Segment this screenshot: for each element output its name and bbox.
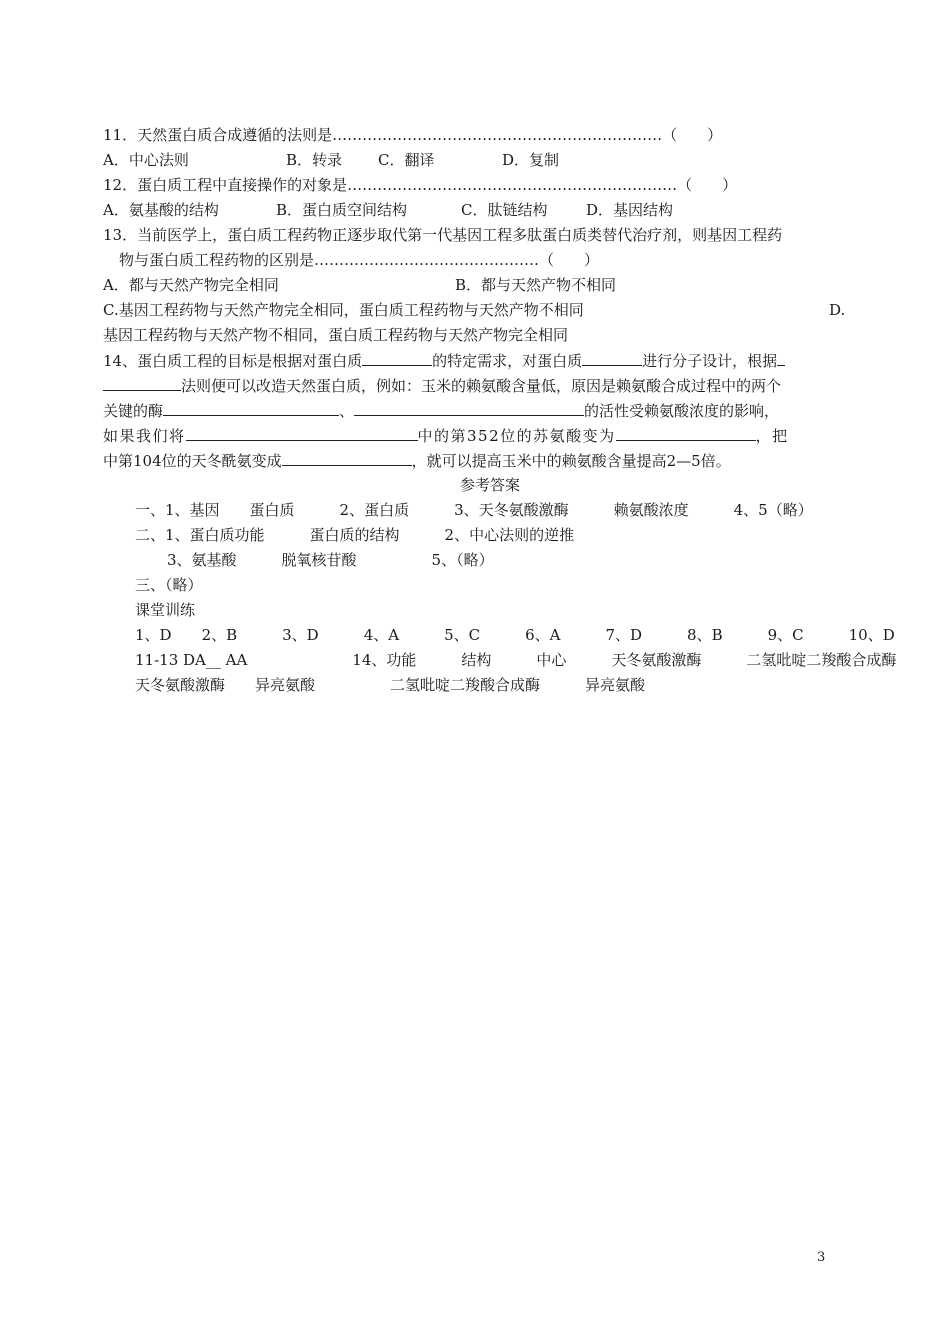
blank-3-start [777,349,785,366]
q14-text-1a: 14、蛋白质工程的目标是根据对蛋白质 [103,352,363,370]
q14-text-4c: ，把 [755,427,789,445]
training-answers-14-cont: 天冬氨酸激酶 异亮氨酸 二氢吡啶二羧酸合成酶 异亮氨酸 [135,676,646,694]
answers-title: 参考答案 [460,476,521,494]
question-13-stem-line1: 13．当前医学上，蛋白质工程药物正逐步取代第一代基因工程多肽蛋白质类替代治疗剂，则基因工程药 [103,226,783,244]
blank-2 [582,349,642,366]
q12-option-a: A．氨基酸的结构 [103,201,219,219]
blank-7 [616,424,756,441]
q12-option-b: B．蛋白质空间结构 [276,201,408,219]
q11-option-b: B．转录 [286,151,343,169]
q14-text-2a: 法则便可以改造天然蛋白质，例如：玉米的赖氨酸含量低，原因是赖氨酸合成过程中的两个 [181,377,782,395]
q13-option-c: C.基因工程药物与天然产物完全相同，蛋白质工程药物与天然产物不相同 [103,301,584,319]
q12-option-c: C．肽链结构 [461,201,548,219]
page-number: 3 [817,1250,826,1265]
q13-option-b: B．都与天然产物不相同 [455,276,617,294]
training-answers-1-10: 1、D 2、B 3、D 4、A 5、C 6、A 7、D 8、B 9、C 10、D [135,626,895,644]
question-12-stem: 12．蛋白质工程中直接操作的对象是…………………………………………………………（ ） [103,176,738,194]
q14-text-5b: ，就可以提高玉米中的赖氨酸含量提高2—5倍。 [411,452,731,470]
q14-text-4b: 中的第352位的苏氨酸变为 [417,427,616,445]
q14-text-4a: 如果我们将 [103,427,186,445]
answers-section-2-cont: 3、氨基酸 脱氧核苷酸 5、（略） [167,551,494,569]
q13-option-d-label: D. [829,301,846,319]
answers-section-1: 一、1、基因 蛋白质 2、蛋白质 3、天冬氨酸激酶 赖氨酸浓度 4、5（略） [135,501,813,519]
question-14-line3 [103,399,779,422]
training-answers-11-14: 11-13 DA__ AA 14、功能 结构 中心 天冬氨酸激酶 二氢吡啶二羧酸合成酶 [135,651,897,669]
question-14-line1 [103,349,785,372]
question-14-line2 [103,374,781,397]
answers-section-2: 二、1、蛋白质功能 蛋白质的结构 2、中心法则的逆推 [135,526,575,544]
question-11-stem: 11．天然蛋白质合成遵循的法则是…………………………………………………………（ ） [103,126,723,144]
q14-text-3b: 、 [339,402,355,420]
blank-3 [103,374,181,391]
q14-text-1c: 进行分子设计，根据 [642,352,778,370]
q11-option-c: C．翻译 [378,151,435,169]
blank-1 [362,349,432,366]
question-13-stem-line2: 物与蛋白质工程药物的区别是………………………………………（ ） [119,251,600,269]
blank-8 [282,449,412,466]
blank-5 [354,399,584,416]
question-14-line5 [103,449,731,472]
q11-option-a: A．中心法则 [103,151,189,169]
q11-option-d: D．复制 [502,151,560,169]
blank-6 [186,424,418,441]
q14-text-5a: 中第104位的天冬酰氨变成 [103,452,282,470]
q12-option-d: D．基因结构 [586,201,674,219]
q13-option-d: 基因工程药物与天然产物不相同，蛋白质工程药物与天然产物完全相同 [103,326,569,344]
blank-4 [163,399,339,416]
q14-text-3c: 的活性受赖氨酸浓度的影响， [584,402,780,420]
q14-text-3a: 关键的酶 [103,402,164,420]
q14-text-1b: 的特定需求，对蛋白质 [432,352,583,370]
question-14-line4 [103,424,789,447]
classroom-training-heading: 课堂训练 [135,601,196,619]
answers-section-3: 三、（略） [135,576,203,594]
q13-option-a: A．都与天然产物完全相同 [103,276,279,294]
